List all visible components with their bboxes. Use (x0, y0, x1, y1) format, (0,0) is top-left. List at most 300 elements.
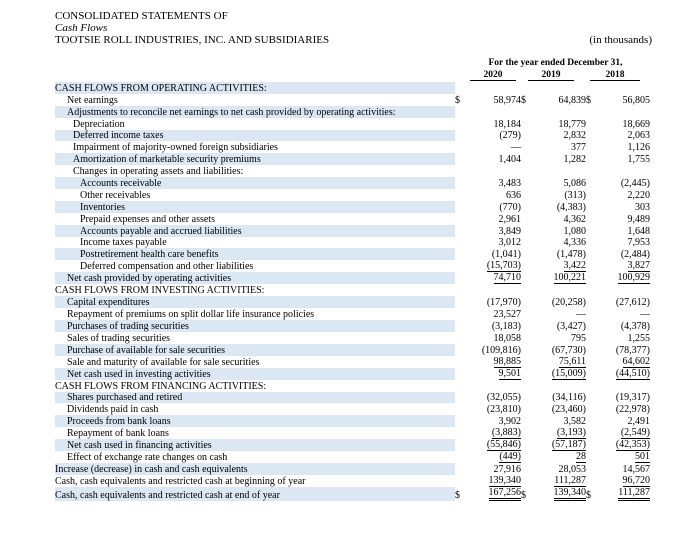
row-label (55, 475, 455, 487)
value-2019 (531, 427, 586, 439)
value-2019 (531, 463, 586, 475)
value-2019 (531, 118, 586, 130)
row-label-text: CASH FLOWS FROM OPERATING ACTIVITIES: (55, 82, 267, 94)
currency-symbol: $ (586, 490, 591, 502)
row-label (55, 225, 455, 237)
cell-value: 100,221 (553, 272, 586, 284)
units-note: (in thousands) (589, 34, 652, 46)
value-2019 (531, 260, 586, 272)
row-label (55, 392, 455, 404)
value-2020 (467, 368, 521, 380)
currency-symbol (586, 189, 596, 201)
currency-symbol (586, 308, 596, 320)
cell-value: 303 (635, 201, 650, 213)
cell-value: 377 (571, 142, 586, 154)
currency-symbol (586, 165, 596, 177)
table-row (55, 94, 650, 106)
currency-symbol (586, 284, 596, 296)
value-2020 (467, 118, 521, 130)
currency-symbol (586, 451, 596, 463)
cell-value: — (511, 142, 521, 154)
cell-value: (1,041) (491, 249, 521, 261)
cell-value: 1,080 (563, 225, 586, 237)
row-label-text: Net earnings (67, 94, 118, 106)
row-label (55, 82, 455, 94)
currency-symbol (455, 344, 467, 356)
table-row (55, 213, 650, 225)
currency-symbol (586, 177, 596, 189)
value-2018 (596, 237, 650, 249)
currency-symbol (521, 260, 531, 272)
value-2018 (596, 368, 650, 380)
cell-value: 98,885 (493, 355, 521, 367)
value-2018 (596, 213, 650, 225)
cell-value: (78,377) (615, 344, 650, 356)
cell-value: 167,256 (489, 487, 522, 501)
currency-symbol (586, 106, 596, 118)
cell-value: (22,978) (615, 404, 650, 416)
value-2020 (467, 141, 521, 153)
currency-symbol (586, 427, 596, 439)
table-row (55, 415, 650, 427)
row-label-text: Repayment of premiums on split dollar life insurance policies (67, 309, 315, 321)
cell-value: (3,427) (556, 320, 586, 332)
cell-value: 2,832 (563, 130, 586, 142)
cell-value: 139,340 (488, 475, 521, 487)
currency-symbol (521, 141, 531, 153)
cell-value: (109,816) (481, 344, 521, 356)
currency-symbol (586, 475, 596, 487)
row-label (55, 260, 455, 272)
value-2019 (531, 403, 586, 415)
row-label-text: Effect of exchange rate changes on cash (67, 452, 228, 464)
value-2020 (467, 284, 521, 296)
currency-symbol (455, 82, 467, 94)
currency-symbol (521, 427, 531, 439)
value-2019 (531, 332, 586, 344)
row-label (55, 141, 455, 153)
statement-title: CONSOLIDATED STATEMENTS OF (55, 10, 228, 22)
value-2020 (467, 248, 521, 260)
value-2019 (531, 320, 586, 332)
cash-flow-table (55, 82, 650, 501)
currency-symbol (521, 272, 531, 284)
table-row (55, 332, 650, 344)
table-row (55, 403, 650, 415)
value-2020 (467, 451, 521, 463)
cell-value: 3,012 (498, 237, 521, 249)
row-label (55, 130, 455, 142)
cell-value: (32,055) (486, 392, 521, 404)
currency-symbol (521, 368, 531, 380)
value-2020 (467, 344, 521, 356)
row-label (55, 118, 455, 130)
row-label-text: Cash, cash equivalents and restricted cash at beginning of year (55, 476, 306, 488)
currency-symbol (455, 463, 467, 475)
value-2019 (531, 392, 586, 404)
currency-symbol (521, 356, 531, 368)
table-row (55, 165, 650, 177)
value-2020 (467, 308, 521, 320)
value-2020 (467, 237, 521, 249)
cell-value: 3,483 (498, 178, 521, 190)
cell-value: (20,258) (551, 297, 586, 309)
currency-symbol (521, 403, 531, 415)
row-label-text: Cash, cash equivalents and restricted cash at end of year (55, 490, 280, 502)
cell-value: (3,183) (491, 320, 521, 332)
currency-symbol (521, 213, 531, 225)
cell-value: (42,353) (615, 439, 650, 451)
cell-value: (23,810) (486, 404, 521, 416)
currency-symbol (455, 225, 467, 237)
table-row (55, 392, 650, 404)
value-2018 (596, 451, 650, 463)
row-label-text: Sales of trading securities (67, 332, 171, 344)
row-label-text: CASH FLOWS FROM INVESTING ACTIVITIES: (55, 285, 265, 297)
table-row (55, 308, 650, 320)
table-row (55, 201, 650, 213)
value-2019 (531, 94, 586, 106)
cell-value: (1,478) (556, 249, 586, 261)
cell-value: (44,510) (615, 367, 650, 379)
row-label-text: Adjustments to reconcile net earnings to net cash provided by operating activities: (67, 106, 396, 118)
currency-symbol (455, 356, 467, 368)
value-2018 (596, 225, 650, 237)
row-label (55, 248, 455, 260)
value-2020 (467, 463, 521, 475)
value-2019 (531, 106, 586, 118)
currency-symbol (455, 118, 467, 130)
value-2018 (596, 177, 650, 189)
value-2018 (596, 248, 650, 260)
value-2019 (531, 451, 586, 463)
value-2020 (467, 165, 521, 177)
cell-value: (4,383) (556, 201, 586, 213)
value-2020 (467, 82, 521, 94)
currency-symbol (455, 130, 467, 142)
cell-value: 18,184 (493, 118, 521, 130)
value-2019 (531, 213, 586, 225)
currency-symbol: $ (455, 490, 460, 502)
cell-value: 18,669 (622, 118, 650, 130)
currency-symbol (586, 392, 596, 404)
cell-value: 1,282 (563, 154, 586, 166)
value-2019 (531, 487, 586, 501)
table-row (55, 463, 650, 475)
row-label-text: Dividends paid in cash (67, 404, 159, 416)
table-row (55, 272, 650, 284)
row-label (55, 332, 455, 344)
currency-symbol (455, 451, 467, 463)
table-row (55, 427, 650, 439)
currency-symbol (455, 201, 467, 213)
cell-value: 2,220 (627, 189, 650, 201)
currency-symbol (586, 213, 596, 225)
value-2018 (596, 463, 650, 475)
currency-symbol (455, 260, 467, 272)
value-2018 (596, 356, 650, 368)
currency-symbol (455, 439, 467, 451)
cell-value: 501 (635, 451, 650, 463)
value-2018 (596, 153, 650, 165)
value-2020 (467, 356, 521, 368)
row-label (55, 415, 455, 427)
value-2020 (467, 106, 521, 118)
year-2018-header: 2018 (590, 70, 640, 81)
row-label-text: CASH FLOWS FROM FINANCING ACTIVITIES: (55, 380, 267, 392)
value-2018 (596, 272, 650, 284)
value-2019 (531, 177, 586, 189)
currency-symbol (586, 82, 596, 94)
currency-symbol (455, 308, 467, 320)
value-2019 (531, 284, 586, 296)
row-label-text: Prepaid expenses and other assets (80, 213, 215, 225)
currency-symbol (455, 237, 467, 249)
cell-value: 28 (576, 451, 586, 463)
table-row (55, 284, 650, 296)
value-2018 (596, 487, 650, 501)
cell-value: 3,422 (563, 260, 586, 272)
currency-symbol (586, 463, 596, 475)
currency-symbol (586, 439, 596, 451)
cell-value: (449) (499, 451, 521, 463)
row-label-text: Shares purchased and retired (67, 392, 183, 404)
row-label-text: Capital expenditures (67, 297, 150, 309)
cell-value: 75,611 (558, 355, 586, 367)
row-label-text: Changes in operating assets and liabilities: (73, 166, 244, 178)
row-label-text: Increase (decrease) in cash and cash equivalents (55, 464, 248, 476)
row-label-text: Inventories (80, 201, 125, 213)
value-2018 (596, 165, 650, 177)
value-2018 (596, 392, 650, 404)
table-row (55, 296, 650, 308)
value-2018 (596, 380, 650, 392)
currency-symbol (455, 403, 467, 415)
value-2019 (531, 225, 586, 237)
currency-symbol (586, 260, 596, 272)
row-label (55, 403, 455, 415)
table-row (55, 118, 650, 130)
currency-symbol (521, 439, 531, 451)
cell-value: 23,527 (493, 309, 521, 321)
row-label (55, 463, 455, 475)
row-label-text: Accounts payable and accrued liabilities (80, 225, 242, 237)
row-label-text: Deferred income taxes (73, 130, 164, 142)
cell-value: 795 (571, 332, 586, 344)
cell-value: (27,612) (615, 297, 650, 309)
value-2018 (596, 320, 650, 332)
table-row (55, 368, 650, 380)
row-label-text: Amortization of marketable security premiums (73, 154, 261, 166)
value-2020 (467, 380, 521, 392)
cell-value: 2,063 (627, 130, 650, 142)
currency-symbol (455, 141, 467, 153)
year-2020-header: 2020 (470, 70, 516, 81)
currency-symbol (455, 380, 467, 392)
cell-value: 4,362 (563, 213, 586, 225)
value-2020 (467, 427, 521, 439)
currency-symbol (586, 320, 596, 332)
table-row (55, 248, 650, 260)
cell-value: (67,730) (551, 344, 586, 356)
cell-value: (313) (564, 189, 586, 201)
value-2020 (467, 439, 521, 451)
table-row (55, 439, 650, 451)
currency-symbol (521, 380, 531, 392)
cell-value: (55,846) (486, 439, 521, 451)
currency-symbol (521, 320, 531, 332)
value-2019 (531, 237, 586, 249)
cell-value: (34,116) (552, 392, 586, 404)
row-label (55, 201, 455, 213)
row-label (55, 344, 455, 356)
currency-symbol (455, 296, 467, 308)
currency-symbol (586, 344, 596, 356)
row-label (55, 368, 455, 380)
currency-symbol (455, 475, 467, 487)
cell-value: (3,193) (556, 427, 586, 439)
currency-symbol (521, 344, 531, 356)
row-label (55, 165, 455, 177)
value-2020 (467, 392, 521, 404)
currency-symbol (521, 201, 531, 213)
currency-symbol (521, 177, 531, 189)
cell-value: 56,805 (622, 94, 650, 106)
row-label (55, 106, 455, 118)
value-2018 (596, 118, 650, 130)
row-label-text: Income taxes payable (80, 237, 167, 249)
value-2019 (531, 296, 586, 308)
cell-value: 3,582 (563, 416, 586, 428)
cell-value: 1,404 (498, 154, 521, 166)
row-label (55, 296, 455, 308)
cell-value: (279) (499, 130, 521, 142)
currency-symbol: $ (521, 490, 526, 502)
cell-value: 28,053 (558, 464, 586, 476)
value-2019 (531, 308, 586, 320)
value-2018 (596, 475, 650, 487)
table-row (55, 237, 650, 249)
value-2020 (467, 332, 521, 344)
cell-value: (15,009) (551, 367, 586, 379)
cell-value: 1,755 (627, 154, 650, 166)
currency-symbol (521, 415, 531, 427)
currency-symbol (586, 141, 596, 153)
cell-value: 96,720 (622, 475, 650, 487)
cell-value: 111,287 (554, 475, 586, 487)
currency-symbol (521, 237, 531, 249)
currency-symbol: $ (521, 94, 526, 106)
row-label (55, 308, 455, 320)
value-2020 (467, 487, 521, 501)
row-label (55, 94, 455, 106)
cell-value: 3,902 (498, 416, 521, 428)
cell-value: 111,287 (618, 487, 650, 501)
row-label (55, 284, 455, 296)
cell-value: 100,929 (617, 272, 650, 284)
cell-value: (2,484) (620, 249, 650, 261)
currency-symbol (586, 201, 596, 213)
row-label-text: Accounts receivable (80, 178, 162, 190)
currency-symbol (521, 332, 531, 344)
value-2018 (596, 106, 650, 118)
value-2020 (467, 403, 521, 415)
cell-value: 139,340 (554, 487, 587, 501)
row-label (55, 189, 455, 201)
value-2019 (531, 82, 586, 94)
row-label (55, 439, 455, 451)
table-row (55, 344, 650, 356)
cell-value: 2,491 (627, 416, 650, 428)
value-2020 (467, 225, 521, 237)
table-row (55, 189, 650, 201)
currency-symbol (521, 118, 531, 130)
cell-value: (23,460) (551, 404, 586, 416)
value-2018 (596, 189, 650, 201)
currency-symbol (521, 82, 531, 94)
cell-value: 18,779 (558, 118, 586, 130)
currency-symbol (521, 153, 531, 165)
currency-symbol (521, 248, 531, 260)
currency-symbol (455, 284, 467, 296)
table-row (55, 487, 650, 501)
currency-symbol (521, 308, 531, 320)
currency-symbol: $ (586, 94, 591, 106)
currency-symbol (521, 189, 531, 201)
currency-symbol (455, 272, 467, 284)
statement-subtitle: Cash Flows (55, 22, 108, 34)
cell-value: (770) (499, 201, 521, 213)
value-2018 (596, 82, 650, 94)
value-2019 (531, 439, 586, 451)
row-label (55, 213, 455, 225)
row-label-text: Net cash used in financing activities (67, 440, 212, 452)
currency-symbol (521, 475, 531, 487)
currency-symbol (586, 272, 596, 284)
cell-value: 3,849 (498, 225, 521, 237)
currency-symbol (586, 296, 596, 308)
value-2018 (596, 284, 650, 296)
currency-symbol (455, 189, 467, 201)
value-2020 (467, 260, 521, 272)
currency-symbol (455, 213, 467, 225)
cell-value: (19,317) (615, 392, 650, 404)
currency-symbol (521, 463, 531, 475)
currency-symbol (586, 332, 596, 344)
row-label-text: Deferred compensation and other liabilities (80, 261, 254, 273)
table-row (55, 130, 650, 142)
currency-symbol (521, 165, 531, 177)
currency-symbol (586, 248, 596, 260)
cell-value: (15,703) (486, 260, 521, 272)
company-name: TOOTSIE ROLL INDUSTRIES, INC. AND SUBSIDIARIES (55, 34, 330, 46)
currency-symbol (455, 415, 467, 427)
value-2019 (531, 141, 586, 153)
currency-symbol (521, 451, 531, 463)
cell-value: (57,187) (551, 439, 586, 451)
cell-value: 9,501 (498, 367, 521, 379)
currency-symbol (586, 118, 596, 130)
currency-symbol: $ (455, 94, 460, 106)
row-label-text: Net cash used in investing activities (67, 368, 211, 380)
cell-value: 7,953 (627, 237, 650, 249)
value-2020 (467, 201, 521, 213)
cell-value: 636 (506, 189, 521, 201)
value-2018 (596, 439, 650, 451)
currency-symbol (455, 106, 467, 118)
currency-symbol (586, 130, 596, 142)
value-2019 (531, 415, 586, 427)
